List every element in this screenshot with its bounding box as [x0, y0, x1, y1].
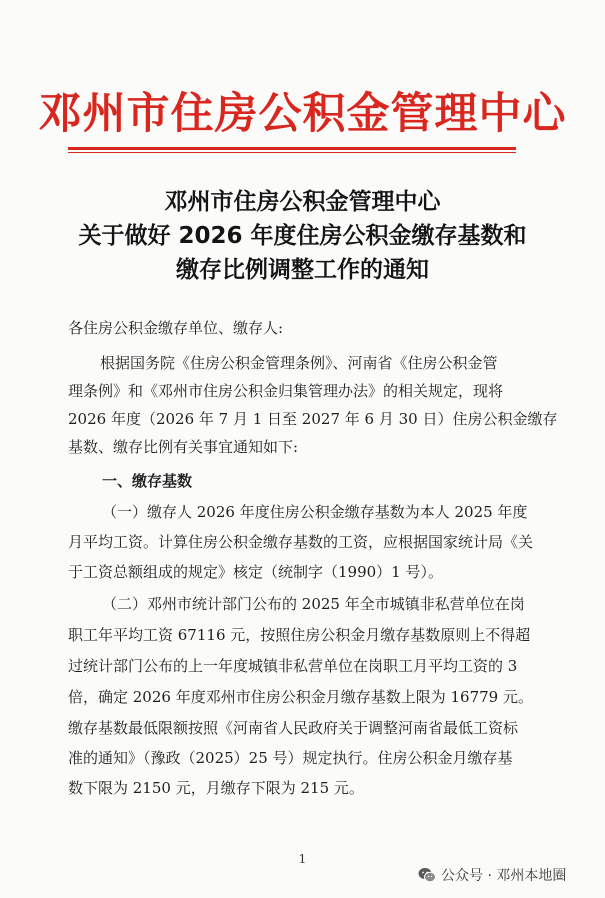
para2-line: 于工资总额组成的规定》核定（统制字（1990）1 号）。 [68, 563, 443, 581]
para3-line: 职工年平均工资 67116 元，按照住房公积金月缴存基数原则上不得超 [68, 626, 531, 644]
para1-line: 理条例》和《邓州市住房公积金归集管理办法》的相关规定，现将 [68, 382, 504, 400]
para2-line: （一）缴存人 2026 年度住房公积金缴存基数为本人 2025 年度 [102, 503, 528, 521]
watermark-text: 公众号 · 邓州本地圈 [441, 868, 567, 884]
wechat-icon [418, 867, 436, 883]
title-line-1: 邓州市住房公积金管理中心 [164, 189, 441, 215]
title-line-2: 关于做好 2026 年度住房公积金缴存基数和 [78, 223, 527, 249]
para1-line: 根据国务院《住房公积金管理条例》、河南省《住房公积金管 [100, 354, 498, 372]
para1-line: 2026 年度（2026 年 7 月 1 日至 2027 年 6 月 30 日）住房公积金缴存 [68, 410, 558, 428]
wechat-watermark [418, 864, 566, 886]
letterhead-red-rule [68, 147, 516, 150]
letterhead-org-name: 邓州市住房公积金管理中心 [38, 89, 567, 139]
para3-line: 倍，确定 2026 年度邓州市住房公积金月缴存基数上限为 16779 元。 [68, 688, 533, 706]
section-heading: 一、缴存基数 [102, 472, 193, 490]
letterhead-red-rule-thin [68, 152, 516, 153]
para1-line: 基数、缴存比例有关事宜通知如下: [68, 438, 299, 456]
para3-line: 数下限为 2150 元，月缴存下限为 215 元。 [68, 779, 364, 797]
page-number: 1 [298, 852, 307, 866]
para3-line: （二）邓州市统计部门公布的 2025 年全市城镇非私营单位在岗 [102, 595, 525, 613]
para2-line: 月平均工资。计算住房公积金缴存基数的工资，应根据国家统计局《关 [68, 533, 534, 551]
para3-line: 过统计部门公布的上一年度城镇非私营单位在岗职工月平均工资的 3 [68, 657, 518, 675]
salutation: 各住房公积金缴存单位、缴存人: [68, 319, 284, 337]
para3-line: 缴存基数最低限额按照《河南省人民政府关于调整河南省最低工资标 [68, 719, 519, 737]
para3-line: 准的通知》（豫政（2025）25 号）规定执行。住房公积金月缴存基 [68, 749, 513, 767]
title-line-3: 缴存比例调整工作的通知 [176, 257, 429, 283]
